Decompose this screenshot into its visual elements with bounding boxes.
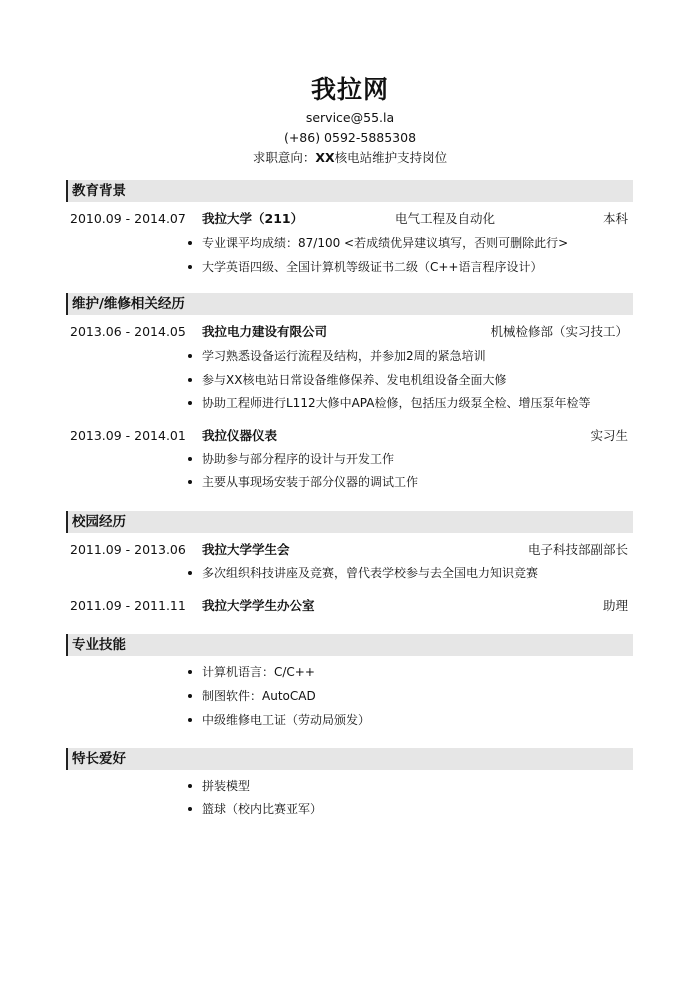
bullet-dot: [188, 571, 192, 575]
list-item: [188, 394, 628, 412]
list-item-text: 主要从事现场安装于部分仪器的调试工作: [202, 475, 419, 489]
list-item-text: 专业课平均成绩：87/100 <若成绩优异建议填写，否则可删除此行>: [202, 236, 569, 250]
list-item: [188, 450, 628, 468]
campus-org: 我拉大学学生会: [202, 542, 290, 557]
experience-entry: [70, 323, 628, 341]
list-item: [188, 711, 628, 729]
objective-label: 求职意向：: [252, 150, 316, 165]
section-education-title: 教育背景: [66, 180, 633, 202]
education-entry: [70, 210, 628, 228]
school-paren-close: ）: [290, 211, 304, 226]
experience-org: 我拉仪器仪表: [202, 428, 278, 443]
list-item: [188, 687, 628, 705]
bullet-dot: [188, 241, 192, 245]
job-objective: [0, 149, 700, 167]
section-experience-title: 维护/维修相关经历: [66, 293, 633, 315]
list-item-text: 篮球（校内比赛亚军）: [202, 802, 323, 816]
list-item-text: 协助工程师进行L112大修中APA检修，包括压力级泵全检、增压泵年检等: [202, 396, 591, 410]
campus-role: 助理: [602, 598, 628, 613]
list-item-text: 多次组织科技讲座及竞赛，曾代表学校参与去全国电力知识竞赛: [202, 566, 539, 580]
bullet-dot: [188, 457, 192, 461]
list-item-text: 大学英语四级、全国计算机等级证书二级（C++语言程序设计）: [202, 260, 543, 274]
list-item: [188, 347, 628, 365]
list-item-text: 学习熟悉设备运行流程及结构，并参加2周的紧急培训: [202, 349, 486, 363]
bullet-dot: [188, 354, 192, 358]
section-campus-title: 校园经历: [66, 511, 633, 533]
list-item: [188, 234, 628, 252]
contact-email: service@55.la: [305, 110, 395, 125]
bullet-dot: [188, 784, 192, 788]
objective-highlight: XX: [315, 150, 335, 165]
bullet-dot: [188, 265, 192, 269]
resume-name: 我拉网: [310, 75, 389, 104]
campus-role: 电子科技部副部长: [527, 542, 628, 557]
campus-date: 2011.09 - 2011.11: [70, 598, 186, 613]
list-item-text: 协助参与部分程序的设计与开发工作: [202, 452, 395, 466]
list-item-text: 制图软件：AutoCAD: [202, 689, 316, 703]
campus-entry: [70, 541, 628, 559]
section-hobbies-title: 特长爱好: [66, 748, 633, 770]
objective-text: 核电站维护支持岗位: [334, 150, 448, 165]
list-item-text: 计算机语言：C/C++: [202, 665, 315, 679]
experience-date: 2013.09 - 2014.01: [70, 428, 186, 443]
education-degree: 本科: [602, 211, 628, 226]
list-item: [188, 800, 628, 818]
bullet-dot: [188, 480, 192, 484]
education-major: 电气工程及自动化: [395, 211, 496, 226]
section-skills-title: 专业技能: [66, 634, 633, 656]
experience-date: 2013.06 - 2014.05: [70, 324, 186, 339]
bullet-dot: [188, 401, 192, 405]
list-item: [188, 663, 628, 681]
contact-phone: (+86) 0592-5885308: [283, 130, 417, 145]
experience-entry: [70, 427, 628, 445]
list-item: [188, 473, 628, 491]
experience-org: 我拉电力建设有限公司: [202, 324, 328, 339]
campus-entry: [70, 597, 628, 615]
campus-org: 我拉大学学生办公室: [202, 598, 315, 613]
education-date: 2010.09 - 2014.07: [70, 211, 186, 226]
list-item-text: 参与XX核电站日常设备维修保养、发电机组设备全面大修: [202, 373, 507, 387]
bullet-dot: [188, 718, 192, 722]
campus-date: 2011.09 - 2013.06: [70, 542, 186, 557]
list-item-text: 中级维修电工证（劳动局颁发）: [202, 713, 371, 727]
experience-role: 实习生: [590, 428, 628, 443]
school-tag: 211: [264, 211, 291, 226]
list-item: [188, 564, 628, 582]
bullet-dot: [188, 807, 192, 811]
list-item: [188, 777, 628, 795]
bullet-dot: [188, 694, 192, 698]
school-name: 我拉大学（: [202, 211, 265, 226]
bullet-dot: [188, 378, 192, 382]
bullet-dot: [188, 670, 192, 674]
list-item: [188, 258, 628, 276]
list-item-text: 拼装模型: [202, 779, 251, 793]
experience-role: 机械检修部（实习技工）: [490, 324, 628, 339]
education-school: [202, 210, 303, 228]
list-item: [188, 371, 628, 389]
